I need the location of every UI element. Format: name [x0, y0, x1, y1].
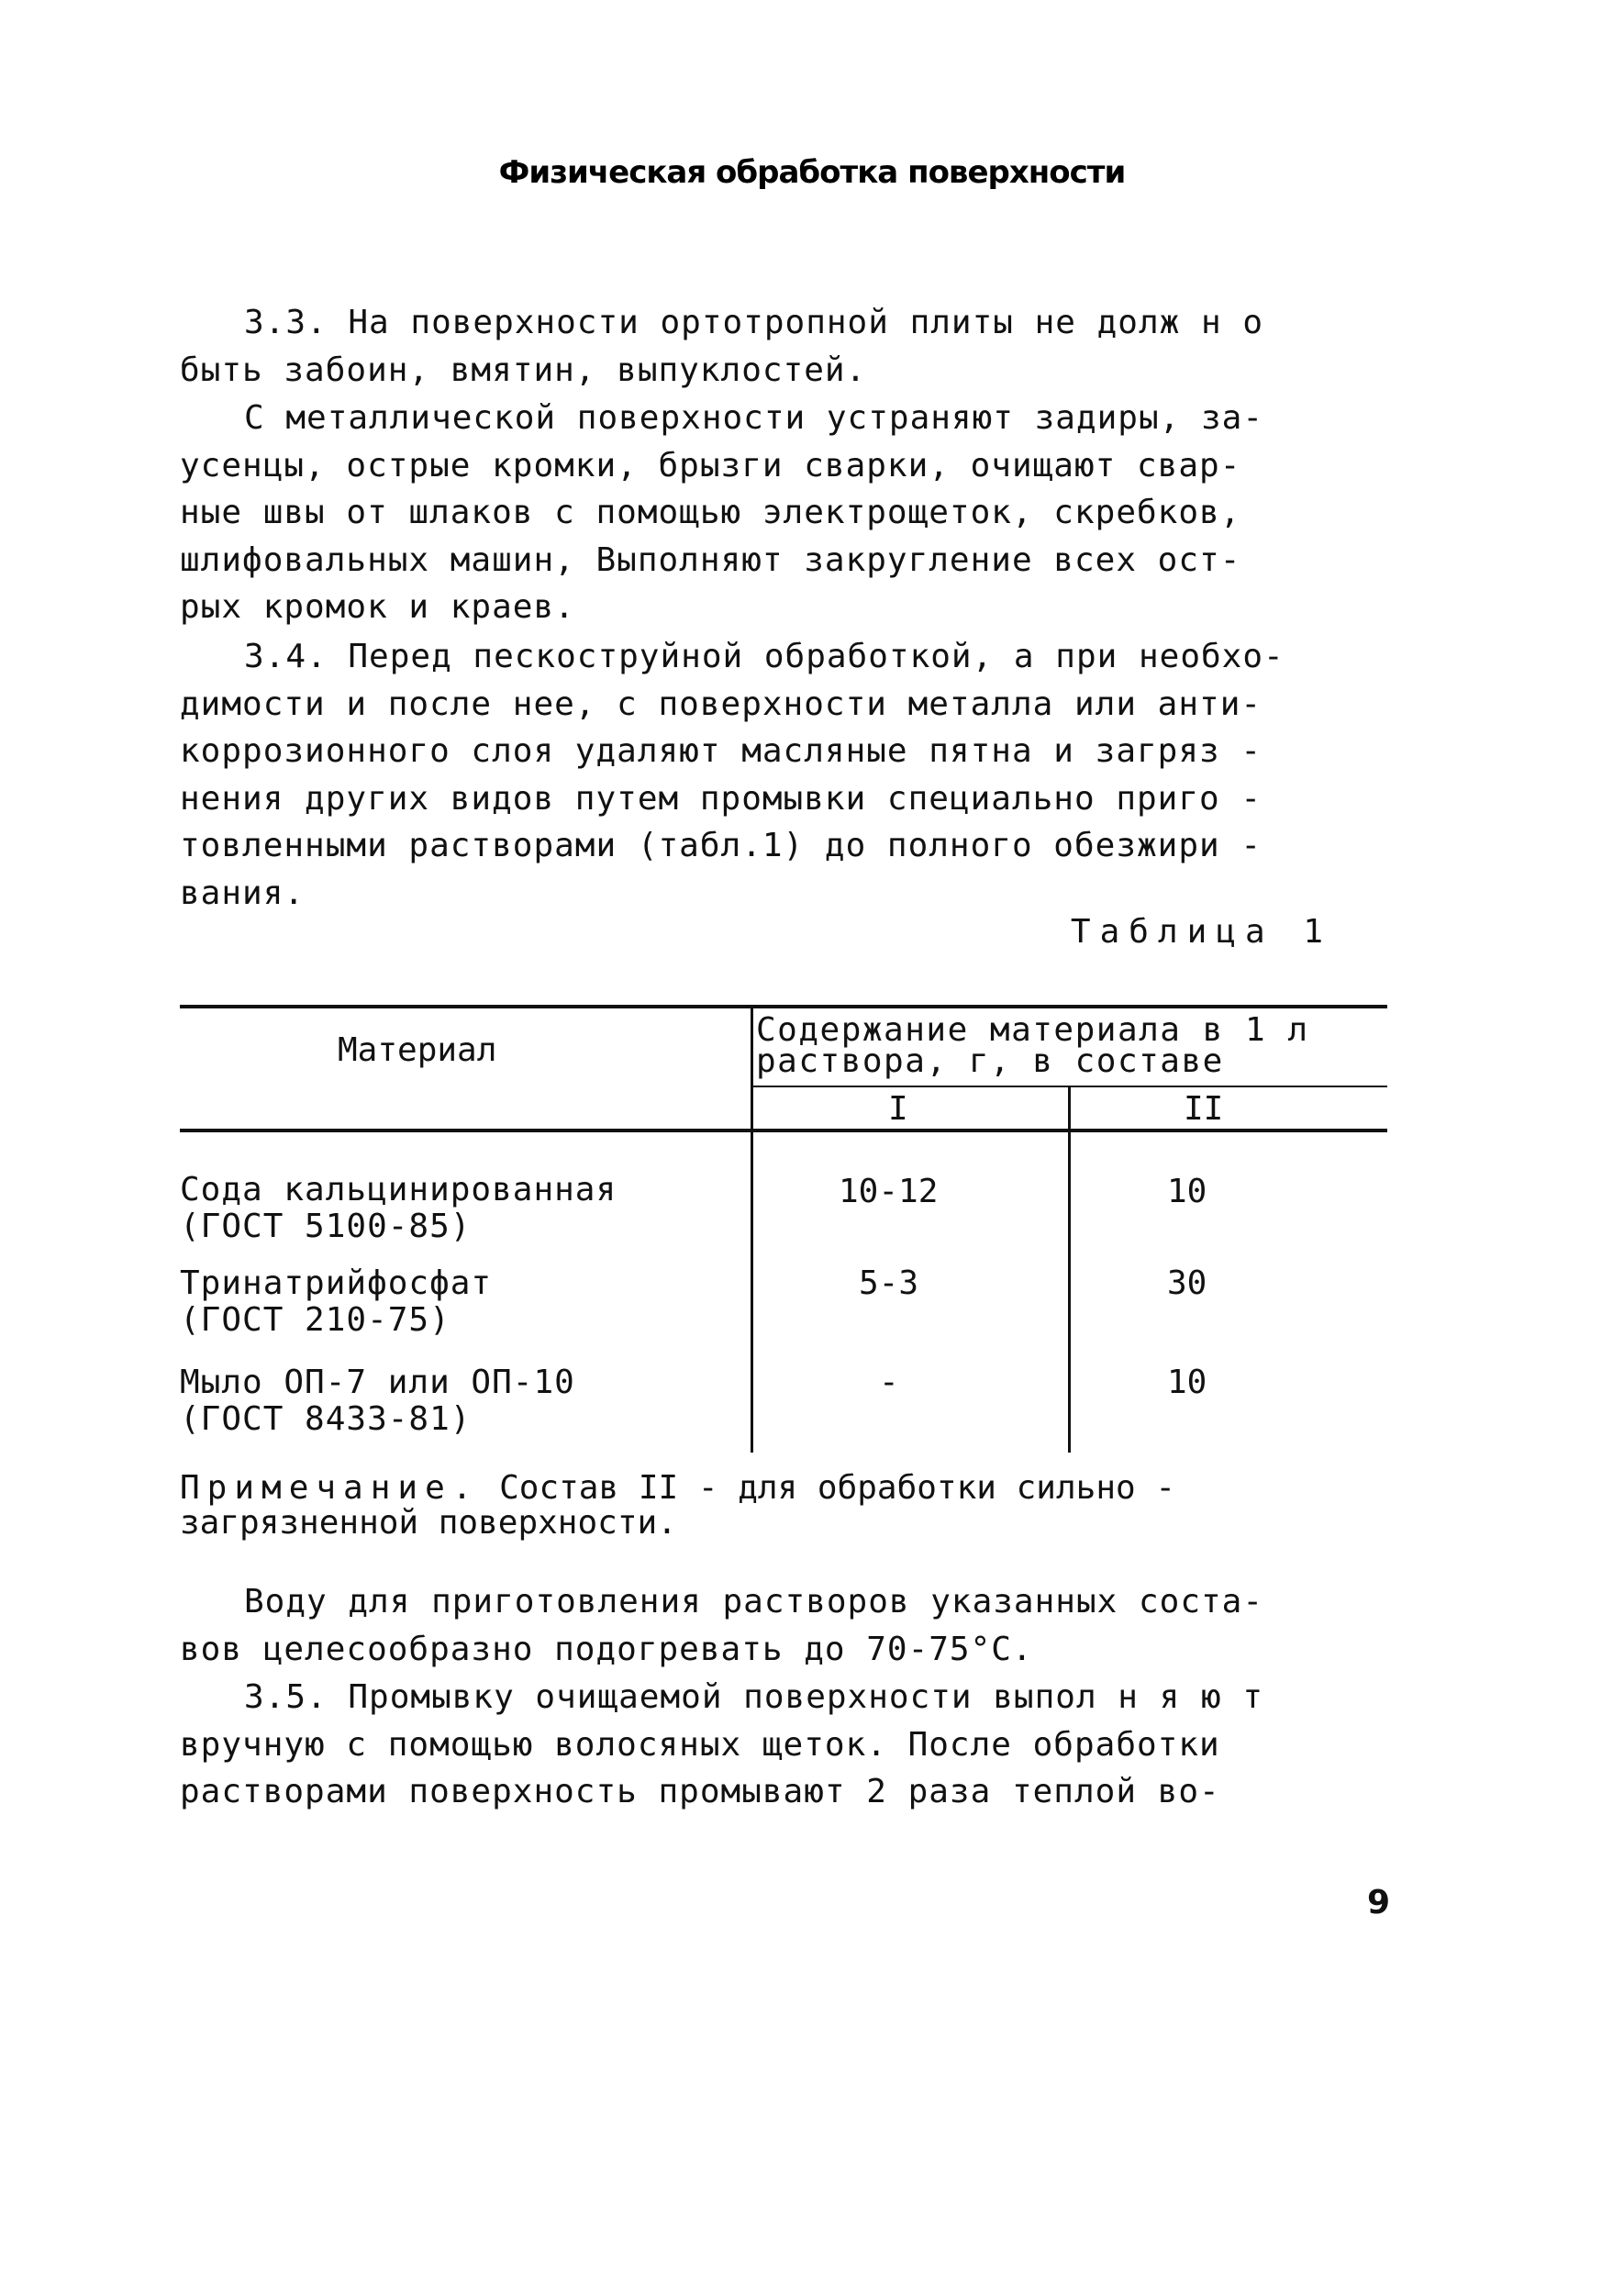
- row-1-value-1: 10-12: [839, 1173, 939, 1210]
- note-label: Примечание.: [180, 1469, 480, 1507]
- text-line: ные швы от шлаков с помощью электрощеток, скребков,: [180, 494, 1241, 531]
- composition-table: [180, 1005, 1387, 1454]
- row-2-value-1: 5-3: [859, 1264, 919, 1302]
- header-col-2: II: [1184, 1090, 1224, 1128]
- text-line: товленными растворами (табл.1) до полного обезжири -: [180, 827, 1262, 864]
- paragraph-metal-surface: [180, 395, 1387, 631]
- table-col-divider-2: [1068, 1086, 1071, 1453]
- section-3-5: [180, 1674, 1387, 1816]
- row-1-name-line2: (ГОСТ 5100-85): [180, 1208, 472, 1245]
- text-line: вручную с помощью волосяных щеток. После обработки: [180, 1725, 1220, 1764]
- text-line: рых кромок и краев.: [180, 588, 575, 626]
- header-material: Материал: [338, 1031, 497, 1069]
- paragraph-water: [180, 1578, 1387, 1673]
- text-line: димости и после нее, с поверхности металла или анти-: [180, 685, 1262, 723]
- row-1-value-2: 10: [1167, 1173, 1207, 1210]
- row-2-name-line2: (ГОСТ 210-75): [180, 1301, 450, 1339]
- running-header: Физическая обработка поверхности: [498, 154, 1126, 191]
- row-3-value-2: 10: [1167, 1364, 1207, 1401]
- table-caption: Таблица 1: [1070, 913, 1332, 951]
- text-line: С металлической поверхности устраняют задиры, за-: [244, 399, 1264, 437]
- table-header-bottom-rule: [180, 1129, 1387, 1132]
- header-content-line1: Содержание материала в 1 л: [756, 1011, 1309, 1049]
- text-line: 3.3. На поверхности ортотропной плиты не долж н о: [244, 304, 1264, 341]
- text-line: 3.4. Перед пескоструйной обработкой, а при необхо-: [244, 638, 1285, 675]
- text-line: шлифовальных машин, Выполняют закругление всех ост-: [180, 540, 1241, 579]
- section-3-4: [180, 633, 1387, 917]
- row-3-value-1: -: [879, 1364, 899, 1401]
- table-col-divider-1: [751, 1005, 753, 1453]
- section-3-3: [180, 299, 1387, 394]
- table-top-rule: [180, 1005, 1387, 1008]
- text-line: усенцы, острые кромки, брызги сварки, очищают свар-: [180, 446, 1241, 484]
- row-2-value-2: 30: [1167, 1264, 1207, 1302]
- header-content-line2: раствора, г, в составе: [756, 1042, 1224, 1080]
- table-note: [180, 1471, 1391, 1541]
- text-line: вания.: [180, 874, 306, 912]
- page-number: 9: [1366, 1884, 1390, 1921]
- note-text-line2: загрязненной поверхности.: [180, 1504, 677, 1542]
- text-line: вов целесообразно подогревать до 70-75°С.: [180, 1630, 1033, 1668]
- text-line: коррозионного слоя удаляют масляные пятна и загряз -: [180, 732, 1262, 770]
- text-line: Воду для приготовления растворов указанных соста-: [244, 1583, 1264, 1620]
- row-1-name-line1: Сода кальцинированная: [180, 1171, 617, 1208]
- header-col-1: I: [888, 1090, 908, 1128]
- note-text-line1: Состав II - для обработки сильно -: [499, 1469, 1176, 1507]
- text-line: 3.5. Промывку очищаемой поверхности выпол н я ю т: [244, 1678, 1264, 1716]
- row-3-name-line1: Мыло ОП-7 или ОП-10: [180, 1364, 575, 1401]
- text-line: нения других видов путем промывки специально приго -: [180, 779, 1262, 818]
- row-3-name-line2: (ГОСТ 8433-81): [180, 1400, 472, 1438]
- row-2-name-line1: Тринатрийфосфат: [180, 1264, 493, 1302]
- text-line: быть забоин, вмятин, выпуклостей.: [180, 351, 867, 389]
- text-line: растворами поверхность промывают 2 раза теплой во-: [180, 1773, 1220, 1810]
